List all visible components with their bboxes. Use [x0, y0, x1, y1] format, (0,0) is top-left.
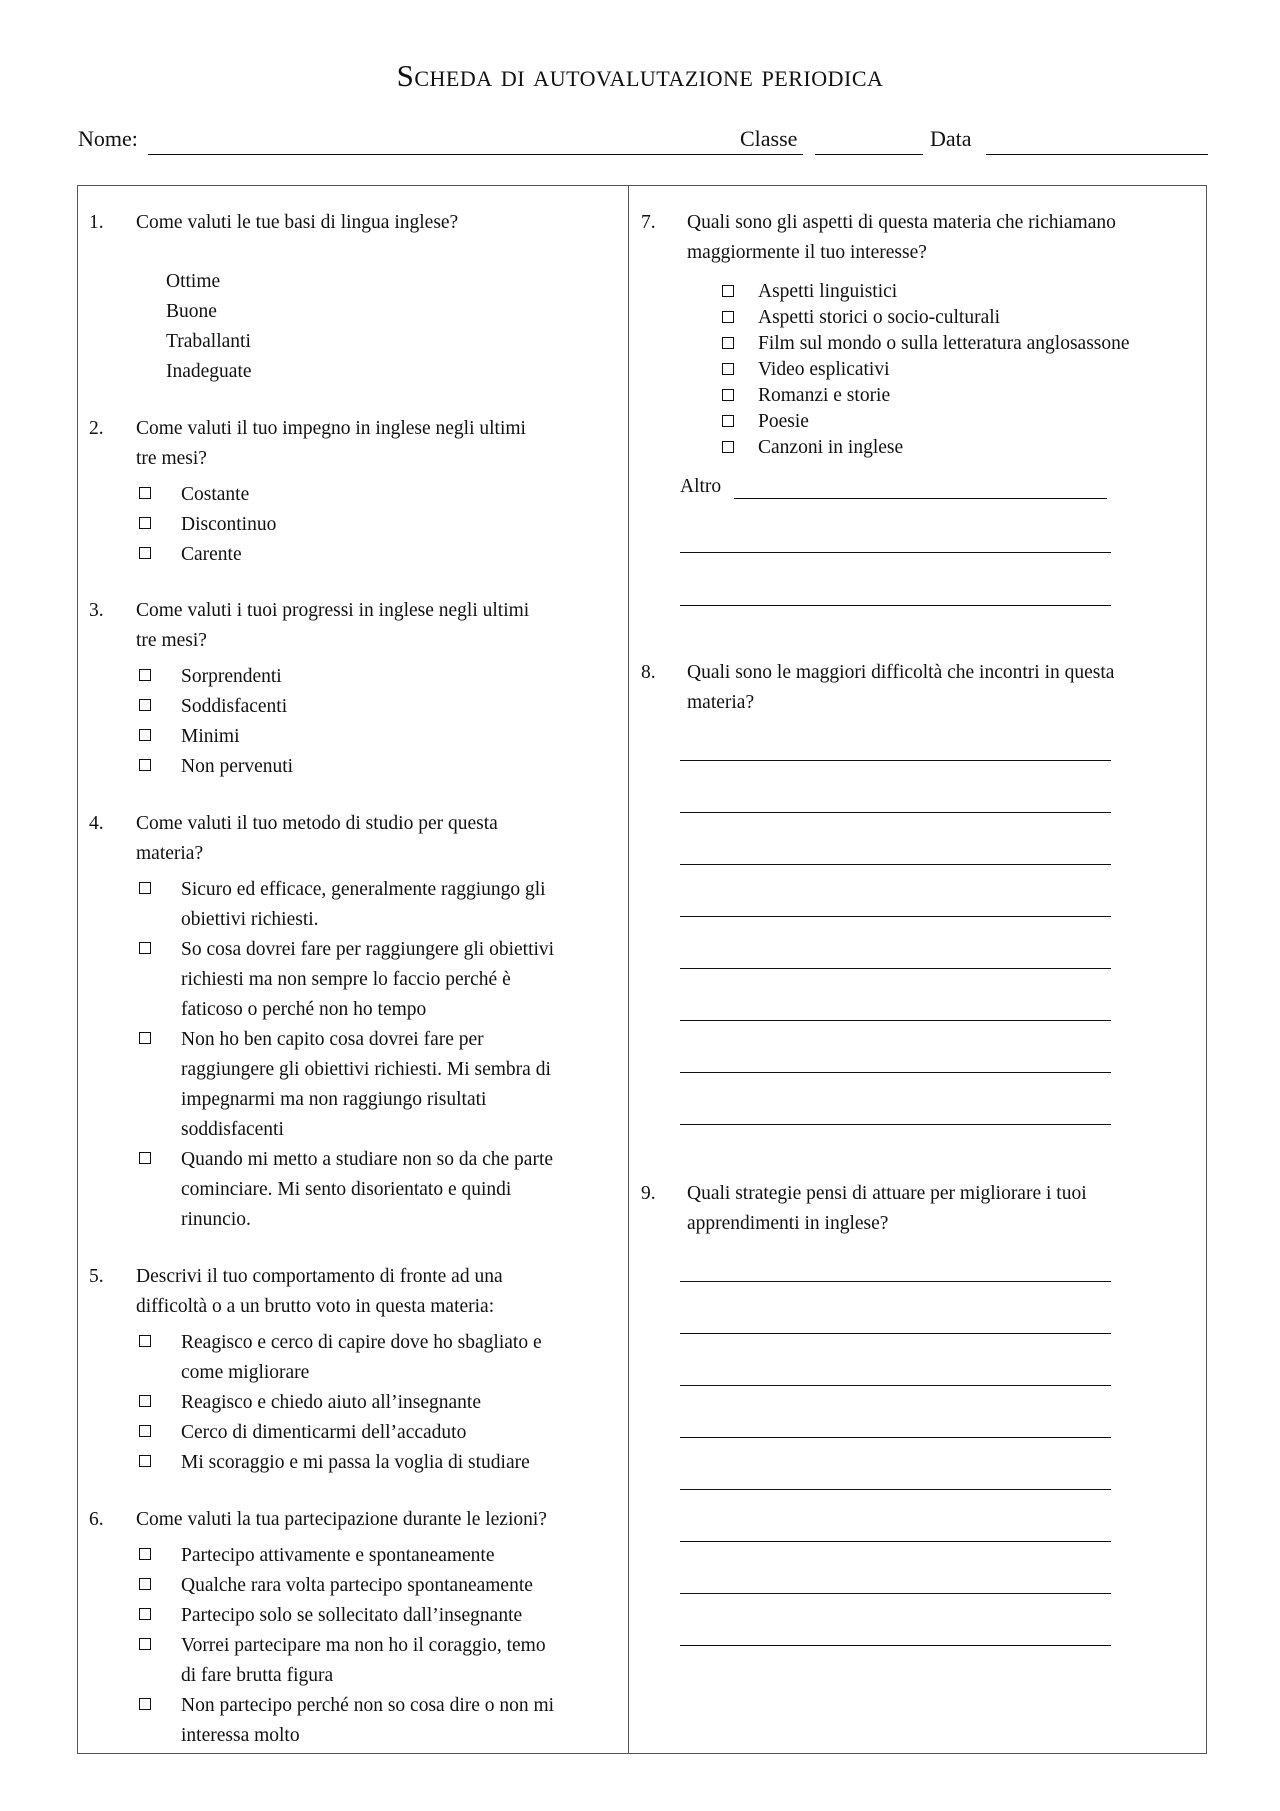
other-label: Altro [680, 476, 722, 497]
option-label: Poesie [758, 411, 809, 432]
question-text: tre mesi? [136, 630, 207, 651]
answer-option[interactable]: Ottime [166, 271, 221, 292]
answer-option[interactable]: Buone [166, 301, 217, 322]
checkbox[interactable] [139, 1425, 151, 1437]
checkbox[interactable] [139, 1608, 151, 1620]
option-label: rinuncio. [181, 1209, 251, 1230]
checkbox[interactable] [139, 1578, 151, 1590]
question-number: 3. [89, 600, 104, 621]
answer-option[interactable]: Traballanti [166, 331, 251, 352]
checkbox[interactable] [722, 363, 734, 375]
class-label: Classe [740, 126, 798, 151]
name-field[interactable] [148, 154, 803, 155]
date-field[interactable] [986, 154, 1208, 155]
checkbox[interactable] [722, 311, 734, 323]
answer-line[interactable] [680, 1541, 1111, 1542]
checkbox[interactable] [139, 759, 151, 771]
answer-line[interactable] [680, 1072, 1111, 1073]
option-label: Partecipo attivamente e spontaneamente [181, 1545, 495, 1566]
option-label: Sorprendenti [181, 666, 282, 687]
option-label: Quando mi metto a studiare non so da che parte [181, 1149, 554, 1170]
option-label: Non pervenuti [181, 756, 294, 777]
answer-line[interactable] [680, 1593, 1111, 1594]
answer-line[interactable] [680, 1645, 1111, 1646]
answer-line[interactable] [680, 968, 1111, 969]
question-number: 2. [89, 418, 104, 439]
column-divider [628, 185, 629, 1754]
answer-line[interactable] [680, 916, 1111, 917]
checkbox[interactable] [139, 547, 151, 559]
answer-line[interactable] [680, 1333, 1111, 1334]
question-text: Descrivi il tuo comportamento di fronte ad una [136, 1266, 503, 1287]
answer-line[interactable] [680, 1437, 1111, 1438]
answer-line[interactable] [680, 1124, 1111, 1125]
option-label: Carente [181, 544, 242, 565]
checkbox[interactable] [139, 1638, 151, 1650]
question-text: Come valuti il tuo metodo di studio per questa [136, 813, 498, 834]
answer-line[interactable] [680, 864, 1111, 865]
checkbox[interactable] [139, 1335, 151, 1347]
answer-line[interactable] [680, 1020, 1111, 1021]
question-text: materia? [687, 692, 755, 713]
option-label: cominciare. Mi sento disorientato e quindi [181, 1179, 512, 1200]
question-text: Come valuti il tuo impegno in inglese negli ultimi [136, 418, 526, 439]
date-label: Data [930, 126, 972, 151]
other-answer-line[interactable] [734, 498, 1107, 499]
option-label: Costante [181, 484, 250, 505]
option-label: Qualche rara volta partecipo spontaneamente [181, 1575, 533, 1596]
checkbox[interactable] [139, 942, 151, 954]
option-label: raggiungere gli obiettivi richiesti. Mi sembra di [181, 1059, 551, 1080]
checkbox[interactable] [139, 517, 151, 529]
question-text: Quali strategie pensi di attuare per migliorare i tuoi [687, 1183, 1087, 1204]
option-label: Soddisfacenti [181, 696, 288, 717]
question-number: 6. [89, 1509, 104, 1530]
question-number: 5. [89, 1266, 104, 1287]
checkbox[interactable] [139, 1698, 151, 1710]
checkbox[interactable] [139, 699, 151, 711]
question-text: maggiormente il tuo interesse? [687, 242, 927, 263]
option-label: Romanzi e storie [758, 385, 891, 406]
class-field[interactable] [815, 154, 923, 155]
option-label: Discontinuo [181, 514, 277, 535]
question-text: apprendimenti in inglese? [687, 1213, 889, 1234]
option-label: impegnarmi ma non raggiungo risultati [181, 1089, 487, 1110]
option-label: Partecipo solo se sollecitato dall’insegnante [181, 1605, 523, 1626]
question-number: 8. [641, 662, 656, 683]
option-label: Aspetti linguistici [758, 281, 898, 302]
checkbox[interactable] [139, 1395, 151, 1407]
answer-line[interactable] [680, 1385, 1111, 1386]
checkbox[interactable] [139, 1152, 151, 1164]
checkbox[interactable] [139, 882, 151, 894]
option-label: come migliorare [181, 1362, 310, 1383]
option-label: Cerco di dimenticarmi dell’accaduto [181, 1422, 467, 1443]
option-label: Non ho ben capito cosa dovrei fare per [181, 1029, 484, 1050]
checkbox[interactable] [139, 1548, 151, 1560]
checkbox[interactable] [722, 441, 734, 453]
name-label: Nome: [78, 126, 138, 151]
option-label: interessa molto [181, 1725, 300, 1746]
question-text: materia? [136, 843, 204, 864]
answer-line[interactable] [680, 760, 1111, 761]
answer-line[interactable] [680, 812, 1111, 813]
option-label: obiettivi richiesti. [181, 909, 319, 930]
question-text: Come valuti la tua partecipazione durante le lezioni? [136, 1509, 547, 1530]
checkbox[interactable] [722, 285, 734, 297]
option-label: Film sul mondo o sulla letteratura anglosassone [758, 333, 1130, 354]
option-label: Vorrei partecipare ma non ho il coraggio, temo [181, 1635, 546, 1656]
answer-line[interactable] [680, 552, 1111, 553]
page-title: Scheda di autovalutazione periodica [396, 58, 884, 93]
question-text: Come valuti le tue basi di lingua inglese? [136, 212, 459, 233]
option-label: Minimi [181, 726, 240, 747]
option-label: Mi scoraggio e mi passa la voglia di studiare [181, 1452, 530, 1473]
option-label: Video esplicativi [758, 359, 890, 380]
checkbox[interactable] [139, 729, 151, 741]
question-number: 4. [89, 813, 104, 834]
checkbox[interactable] [722, 389, 734, 401]
option-label: Reagisco e chiedo aiuto all’insegnante [181, 1392, 481, 1413]
option-label: di fare brutta figura [181, 1665, 334, 1686]
answer-line[interactable] [680, 605, 1111, 606]
option-label: Reagisco e cerco di capire dove ho sbagliato e [181, 1332, 542, 1353]
checkbox[interactable] [139, 487, 151, 499]
checkbox[interactable] [722, 415, 734, 427]
answer-line[interactable] [680, 1489, 1111, 1490]
checkbox[interactable] [139, 1455, 151, 1467]
option-label: Canzoni in inglese [758, 437, 904, 458]
option-label: Sicuro ed efficace, generalmente raggiungo gli [181, 879, 546, 900]
option-label: richiesti ma non sempre lo faccio perché è [181, 969, 511, 990]
option-label: Non partecipo perché non so cosa dire o non mi [181, 1695, 555, 1716]
question-number: 7. [641, 212, 656, 233]
checkbox[interactable] [139, 1032, 151, 1044]
question-number: 9. [641, 1183, 656, 1204]
option-label: Aspetti storici o socio-culturali [758, 307, 1001, 328]
question-text: difficoltà o a un brutto voto in questa materia: [136, 1296, 495, 1317]
student-header [78, 126, 1208, 156]
question-text: Quali sono le maggiori difficoltà che incontri in questa [687, 662, 1115, 683]
answer-option[interactable]: Inadeguate [166, 361, 252, 382]
question-text: tre mesi? [136, 448, 207, 469]
question-text: Quali sono gli aspetti di questa materia che richiamano [687, 212, 1116, 233]
option-label: So cosa dovrei fare per raggiungere gli obiettivi [181, 939, 555, 960]
option-label: faticoso o perché non ho tempo [181, 999, 427, 1020]
question-number: 1. [89, 212, 104, 233]
question-text: Come valuti i tuoi progressi in inglese negli ultimi [136, 600, 530, 621]
option-label: soddisfacenti [181, 1119, 284, 1140]
checkbox[interactable] [139, 669, 151, 681]
checkbox[interactable] [722, 337, 734, 349]
answer-line[interactable] [680, 1281, 1111, 1282]
